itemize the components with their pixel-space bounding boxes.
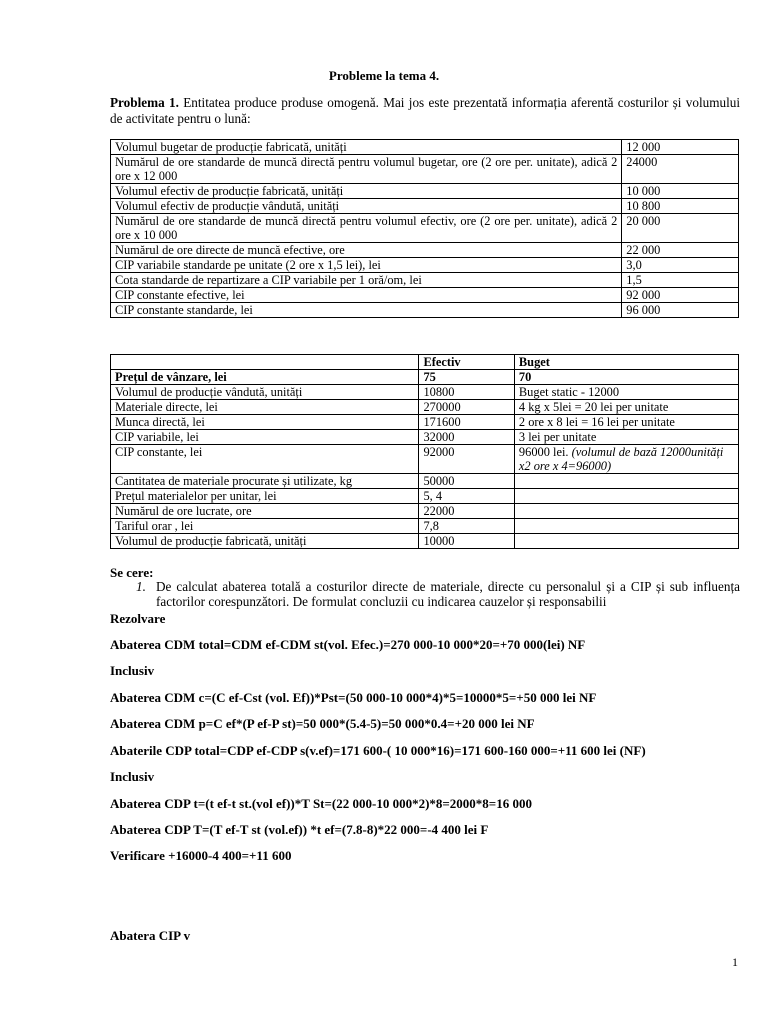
- buget-cell: [514, 519, 738, 534]
- table-row: [111, 199, 739, 214]
- efectiv-cell: 92000: [419, 445, 514, 474]
- row-label: Prețul materialelor per unitar, lei: [111, 489, 419, 504]
- table-row: [111, 303, 739, 318]
- table-row: [111, 140, 739, 155]
- row-value: 20 000: [622, 214, 739, 243]
- buget-cell: [514, 445, 738, 474]
- row-value: 12 000: [622, 140, 739, 155]
- efectiv-cell: 270000: [419, 400, 514, 415]
- row-value: 92 000: [622, 288, 739, 303]
- row-label: Volumul efectiv de producție vândută, unități: [111, 199, 622, 214]
- row-label: Numărul de ore directe de muncă efective, ore: [111, 243, 622, 258]
- data-table-1: [110, 139, 739, 318]
- tasks-heading: Se cere:: [110, 565, 154, 580]
- row-label: Prețul de vânzare, lei: [111, 370, 419, 385]
- page-title: Probleme la tema 4.: [328, 68, 440, 83]
- table-row: [111, 519, 739, 534]
- table-row: [111, 474, 739, 489]
- solution-line: Abaterea CDP t=(t ef-t st.(vol ef))*T St=(22 000-10 000*2)*8=2000*8=16 000: [110, 796, 532, 811]
- row-label: Tariful orar , lei: [111, 519, 419, 534]
- efectiv-cell: 32000: [419, 430, 514, 445]
- table-row: [111, 504, 739, 519]
- row-value: 10 800: [622, 199, 739, 214]
- buget-cell: Buget static - 12000: [514, 385, 738, 400]
- solution-line: Inclusiv: [110, 663, 155, 678]
- column-header: Efectiv: [419, 355, 514, 370]
- row-label: Numărul de ore standarde de muncă directă pentru volumul bugetar, ore (2 ore per. unitate), adică 2 ore x 12 000: [111, 155, 622, 184]
- table-row: [111, 273, 739, 288]
- row-value: 22 000: [622, 243, 739, 258]
- table-row: [111, 430, 739, 445]
- table-row: [111, 214, 739, 243]
- buget-cell: [514, 534, 738, 549]
- row-value: 3,0: [622, 258, 739, 273]
- page-number: 1: [732, 955, 738, 969]
- buget-cell: 3 lei per unitate: [514, 430, 738, 445]
- table-row: [111, 258, 739, 273]
- efectiv-cell: 10000: [419, 534, 514, 549]
- row-label: Numărul de ore standarde de muncă directă pentru volumul efectiv, ore (2 ore per. unitate), adică 2 ore x 10 000: [111, 214, 622, 243]
- task-text: De calculat abaterea totală a costurilor directe de materiale, directe cu personalul și a CIP și sub influența factorilor corespunzători. De formulat concluzii cu indicarea cauzelor și responsabilii: [156, 579, 740, 609]
- table-row: [111, 445, 739, 474]
- table-row: [111, 534, 739, 549]
- task-number: 1.: [136, 579, 146, 594]
- solution-line: Abaterea CDM c=(C ef-Cst (vol. Ef))*Pst=(50 000-10 000*4)*5=10000*5=+50 000 lei NF: [110, 690, 597, 705]
- table-row: [111, 489, 739, 504]
- table-row: [111, 155, 739, 184]
- efectiv-cell: 50000: [419, 474, 514, 489]
- row-label: Volumul bugetar de producție fabricată, unități: [111, 140, 622, 155]
- row-label: Volumul de producție fabricată, unități: [111, 534, 419, 549]
- problem-label: Problema 1.: [110, 95, 179, 110]
- task-item: [136, 579, 740, 609]
- efectiv-cell: 75: [419, 370, 514, 385]
- column-header: [111, 355, 419, 370]
- solution-heading: Rezolvare: [110, 611, 166, 626]
- row-label: Materiale directe, lei: [111, 400, 419, 415]
- efectiv-cell: 171600: [419, 415, 514, 430]
- row-value: 96 000: [622, 303, 739, 318]
- efectiv-cell: 10800: [419, 385, 514, 400]
- buget-cell: [514, 474, 738, 489]
- problem-text: Entitatea produce produse omogenă. Mai jos este prezentată informația aferentă costurilor și volumului de activitate pentru o lună:: [110, 95, 740, 126]
- table-row: [111, 243, 739, 258]
- table-row: [111, 288, 739, 303]
- data-table-2: [110, 354, 739, 549]
- row-label: CIP variabile, lei: [111, 430, 419, 445]
- buget-cell: [514, 504, 738, 519]
- row-value: 24000: [622, 155, 739, 184]
- efectiv-cell: 7,8: [419, 519, 514, 534]
- solution-line: Abaterile CDP total=CDP ef-CDP s(v.ef)=171 600-( 10 000*16)=171 600-160 000=+11 600 lei (NF): [110, 743, 646, 758]
- row-value: 10 000: [622, 184, 739, 199]
- row-label: Cota standarde de repartizare a CIP variabile per 1 oră/om, lei: [111, 273, 622, 288]
- buget-cell: 70: [514, 370, 738, 385]
- solution-line: Abaterea CDM total=CDM ef-CDM st(vol. Efec.)=270 000-10 000*20=+70 000(lei) NF: [110, 637, 586, 652]
- table-row: [111, 385, 739, 400]
- solution-line: Abaterea CDP T=(T ef-T st (vol.ef)) *t ef=(7.8-8)*22 000=-4 400 lei F: [110, 822, 489, 837]
- column-header: Buget: [514, 355, 738, 370]
- table-row: [111, 370, 739, 385]
- buget-value: 96000 lei.: [518, 445, 572, 459]
- solution-line: Verificare +16000-4 400=+11 600: [110, 848, 292, 863]
- buget-cell: [514, 489, 738, 504]
- efectiv-cell: 5, 4: [419, 489, 514, 504]
- buget-note: (volumul de bază 12000unități x2 ore x 4=96000): [518, 445, 724, 473]
- row-label: Volumul de producție vândută, unități: [111, 385, 419, 400]
- table-row: [111, 400, 739, 415]
- row-label: Cantitatea de materiale procurate și utilizate, kg: [111, 474, 419, 489]
- buget-cell: 2 ore x 8 lei = 16 lei per unitate: [514, 415, 738, 430]
- row-label: Volumul efectiv de producție fabricată, unități: [111, 184, 622, 199]
- row-label: CIP variabile standarde pe unitate (2 ore x 1,5 lei), lei: [111, 258, 622, 273]
- efectiv-cell: 22000: [419, 504, 514, 519]
- row-label: CIP constante, lei: [111, 445, 419, 474]
- solution-line: Inclusiv: [110, 769, 155, 784]
- problem-intro: [110, 95, 740, 127]
- solution-line: Abaterea CDM p=C ef*(P ef-P st)=50 000*(5.4-5)=50 000*0.4=+20 000 lei NF: [110, 716, 535, 731]
- table-row: [111, 415, 739, 430]
- solution-line: Abatera CIP v: [110, 928, 191, 943]
- row-value: 1,5: [622, 273, 739, 288]
- table-row: [111, 184, 739, 199]
- row-label: Munca directă, lei: [111, 415, 419, 430]
- buget-cell: 4 kg x 5lei = 20 lei per unitate: [514, 400, 738, 415]
- row-label: Numărul de ore lucrate, ore: [111, 504, 419, 519]
- row-label: CIP constante standarde, lei: [111, 303, 622, 318]
- table-header-row: [111, 355, 739, 370]
- row-label: CIP constante efective, lei: [111, 288, 622, 303]
